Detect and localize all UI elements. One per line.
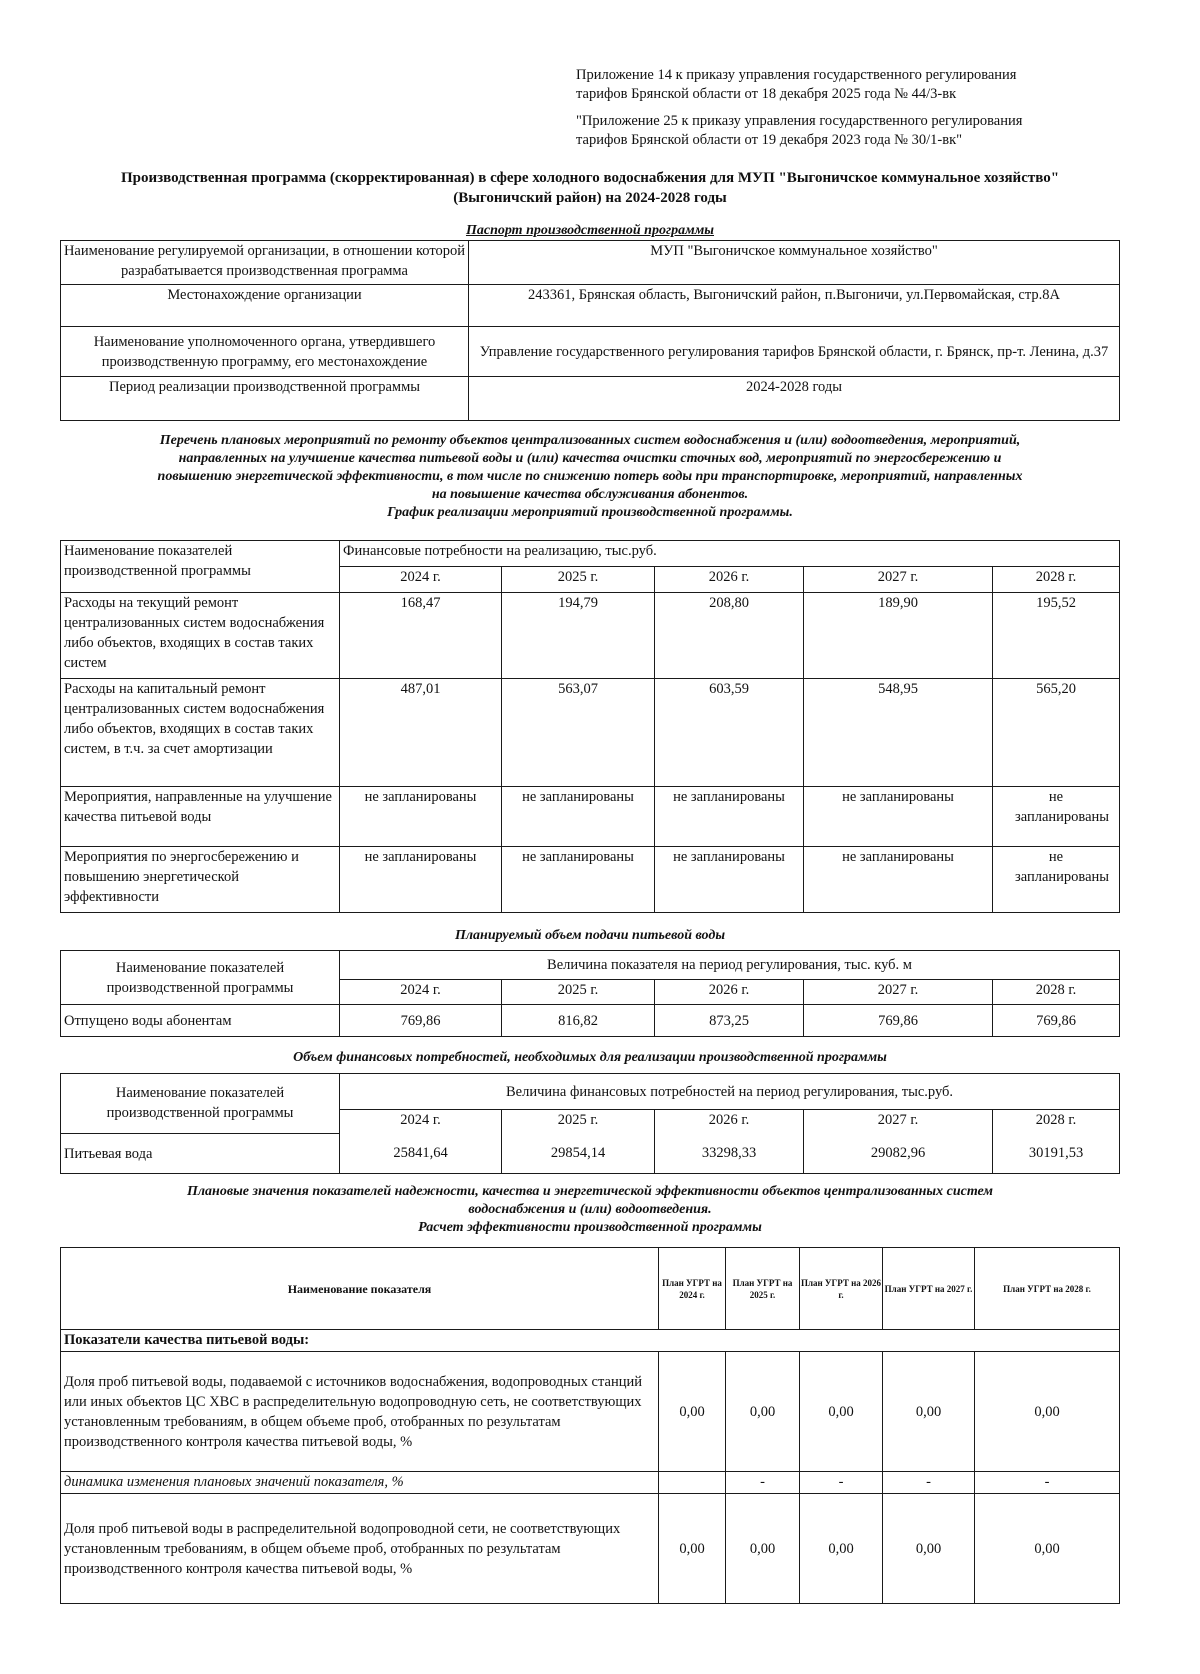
passport-table [60,240,1120,421]
cell-value: 0,00 [659,1494,726,1604]
cell-value: 769,86 [993,1005,1120,1037]
passport-value: 2024-2028 годы [469,377,1120,421]
appendix-reference-1 [576,66,1096,104]
table-row [61,1352,1120,1472]
column-group-header: Финансовые потребности на реализацию, тыс.руб. [340,541,1120,567]
cell-value: 33298,33 [655,1134,804,1174]
passport-label: Период реализации производственной программы [61,377,469,421]
cell-value: 189,90 [804,593,993,679]
passport-caption: Паспорт производственной программы [465,223,715,238]
row-label: динамика изменения плановых значений показателя, % [61,1472,659,1494]
cell-value: 25841,64 [340,1134,502,1174]
row-label: Доля проб питьевой воды в распределительной водопроводной сети, не соответствующих установленным требованиям, в общем объеме проб, отобранных по результатам производственного контроля качества питьевой воды, % [61,1494,659,1604]
passport-value: 243361, Брянская область, Выгоничский район, п.Выгоничи, ул.Первомайская, стр.8А [469,285,1120,327]
table-row [61,1472,1120,1494]
passport-label: Местонахождение организации [61,285,469,327]
row-label: Доля проб питьевой воды, подаваемой с источников водоснабжения, водопроводных станций или иных объектов ЦС ХВС в распределительную водопроводную сеть, не соответствующих установленным требованиям, в общем объеме проб, отобранных по результатам производственного контроля качества питьевой воды, % [61,1352,659,1472]
passport-row [61,241,1120,285]
title-line: (Выгоничский район) на 2024-2028 годы [453,190,727,206]
caption-line: повышению энергетической эффективности, в том числе по снижению потерь воды при транспортировке, мероприятий, направленных [157,469,1023,484]
cell-value: 0,00 [800,1352,883,1472]
passport-value: Управление государственного регулирования тарифов Брянской области, г. Брянск, пр-т. Ленина, д.37 [469,327,1120,377]
year-header: 2028 г. [993,980,1120,1005]
year-header: 2024 г. [340,567,502,593]
year-header: 2026 г. [655,980,804,1005]
schedule-table [60,540,1120,913]
column-header: Наименование показателей производственной программы [61,1074,340,1134]
caption-line: График реализации мероприятий производственной программы. [387,505,793,520]
cell-value: 29082,96 [804,1134,993,1174]
year-header: План УГРТ на 2026 г. [800,1248,883,1330]
row-label: Мероприятия, направленные на улучшение качества питьевой воды [61,787,340,847]
cell-value: 0,00 [883,1494,975,1604]
cell-value: 0,00 [800,1494,883,1604]
volume-header-row [61,951,1120,980]
table-row [61,1005,1120,1037]
caption-line: направленных на улучшение качества питьевой воды и (или) качества очистки сточных вод, мероприятий по энергосбережению и [178,451,1002,466]
caption-line: Перечень плановых мероприятий по ремонту объектов централизованных систем водоснабжения и (или) водоотведения, мероприятий, [159,433,1021,448]
passport-label: Наименование уполномоченного органа, утвердившего производственную программу, его местонахождение [61,327,469,377]
schedule-header-row [61,541,1120,567]
year-header: План УГРТ на 2025 г. [726,1248,800,1330]
finance-header-row [61,1074,1120,1110]
table-row [61,593,1120,679]
cell-value: не запланированы [502,847,655,913]
column-header: Наименование показателей производственной программы [61,541,340,593]
document-title [60,168,1120,208]
year-header: 2028 г. [993,567,1120,593]
indicators-caption [60,1183,1120,1237]
cell-value: 30191,53 [993,1134,1120,1174]
title-line: Производственная программа (скорректированная) в сфере холодного водоснабжения для МУП "Выгоничское коммунальное хозяйство" [120,170,1060,186]
year-header: План УГРТ на 2028 г. [975,1248,1120,1330]
cell-value: не запланированы [340,787,502,847]
cell-value: не запланированы [502,787,655,847]
volume-table [60,950,1120,1037]
volume-caption: Планируемый объем подачи питьевой воды [454,928,726,943]
cell-value: - [975,1472,1120,1494]
table-row [61,847,1120,913]
cell-value: - [726,1472,800,1494]
row-label: Расходы на текущий ремонт централизованных систем водоснабжения либо объектов, входящих в состав таких систем [61,593,340,679]
year-header: План УГРТ на 2027 г. [883,1248,975,1330]
appendix-line: тарифов Брянской области от 18 декабря 2025 года № 44/3-вк [576,86,957,102]
caption-line: на повышение качества обслуживания абонентов. [431,487,749,502]
cell-value: 563,07 [502,679,655,787]
year-header: 2024 г. [340,980,502,1005]
cell-value [659,1472,726,1494]
cell-value: не запланированы [993,787,1120,847]
cell-value: 208,80 [655,593,804,679]
row-label: Мероприятия по энергосбережению и повышению энергетической эффективности [61,847,340,913]
year-header: 2027 г. [804,980,993,1005]
cell-value: 548,95 [804,679,993,787]
group-row [61,1330,1120,1352]
cell-value: не запланированы [804,787,993,847]
cell-value: не запланированы [655,787,804,847]
cell-value: не запланированы [340,847,502,913]
column-header: Наименование показателей производственной программы [61,951,340,1005]
table-row [61,787,1120,847]
cell-value: - [883,1472,975,1494]
finance-caption: Объем финансовых потребностей, необходимых для реализации производственной программы [293,1050,887,1065]
cell-value: 769,86 [804,1005,993,1037]
passport-value: МУП "Выгоничское коммунальное хозяйство" [469,241,1120,285]
cell-value: 0,00 [975,1494,1120,1604]
cell-value: 816,82 [502,1005,655,1037]
cell-value: не запланированы [993,847,1120,913]
year-header: 2027 г. [804,567,993,593]
row-label: Питьевая вода [61,1134,340,1174]
year-header: 2028 г. [993,1110,1120,1134]
column-header: Наименование показателя [61,1248,659,1330]
row-label: Отпущено воды абонентам [61,1005,340,1037]
passport-row [61,327,1120,377]
year-header: 2024 г. [340,1110,502,1134]
passport-row [61,377,1120,421]
cell-value: 0,00 [883,1352,975,1472]
appendix-line: тарифов Брянской области от 19 декабря 2023 года № 30/1-вк" [576,132,963,148]
cell-value: 0,00 [975,1352,1120,1472]
cell-value: 168,47 [340,593,502,679]
year-header: 2026 г. [655,567,804,593]
year-header: 2027 г. [804,1110,993,1134]
row-label: Расходы на капитальный ремонт централизованных систем водоснабжения либо объектов, входящих в состав таких систем, в т.ч. за счет амортизации [61,679,340,787]
finance-table [60,1073,1120,1174]
cell-value: 603,59 [655,679,804,787]
cell-value: 873,25 [655,1005,804,1037]
table-row [61,679,1120,787]
cell-value: 195,52 [993,593,1120,679]
column-group-header: Величина финансовых потребностей на период регулирования, тыс.руб. [340,1074,1120,1110]
cell-value: 565,20 [993,679,1120,787]
table-row [61,1494,1120,1604]
appendix-line: "Приложение 25 к приказу управления государственного регулирования [576,113,1023,129]
passport-label: Наименование регулируемой организации, в отношении которой разрабатывается производственная программа [61,241,469,285]
year-header: 2025 г. [502,567,655,593]
caption-line: Плановые значения показателей надежности, качества и энергетической эффективности объектов централизованных систем [186,1184,994,1199]
appendix-line: Приложение 14 к приказу управления государственного регулирования [576,67,1017,83]
year-header: 2025 г. [502,1110,655,1134]
year-header: 2026 г. [655,1110,804,1134]
column-group-header: Величина показателя на период регулирования, тыс. куб. м [340,951,1120,980]
year-header: 2025 г. [502,980,655,1005]
cell-value: не запланированы [655,847,804,913]
caption-line: водоснабжения и (или) водоотведения. [468,1202,712,1217]
appendix-reference-2 [576,112,1096,150]
cell-value: 194,79 [502,593,655,679]
group-label: Показатели качества питьевой воды: [61,1330,1120,1352]
cell-value: 29854,14 [502,1134,655,1174]
cell-value: 487,01 [340,679,502,787]
cell-value: - [800,1472,883,1494]
indicators-table [60,1247,1120,1604]
caption-line: Расчет эффективности производственной программы [418,1220,762,1235]
measures-caption [60,432,1120,522]
cell-value: 0,00 [726,1352,800,1472]
cell-value: 0,00 [659,1352,726,1472]
cell-value: не запланированы [804,847,993,913]
indicators-header-row [61,1248,1120,1330]
cell-value: 0,00 [726,1494,800,1604]
table-row [61,1134,1120,1174]
passport-row [61,285,1120,327]
cell-value: 769,86 [340,1005,502,1037]
year-header: План УГРТ на 2024 г. [659,1248,726,1330]
